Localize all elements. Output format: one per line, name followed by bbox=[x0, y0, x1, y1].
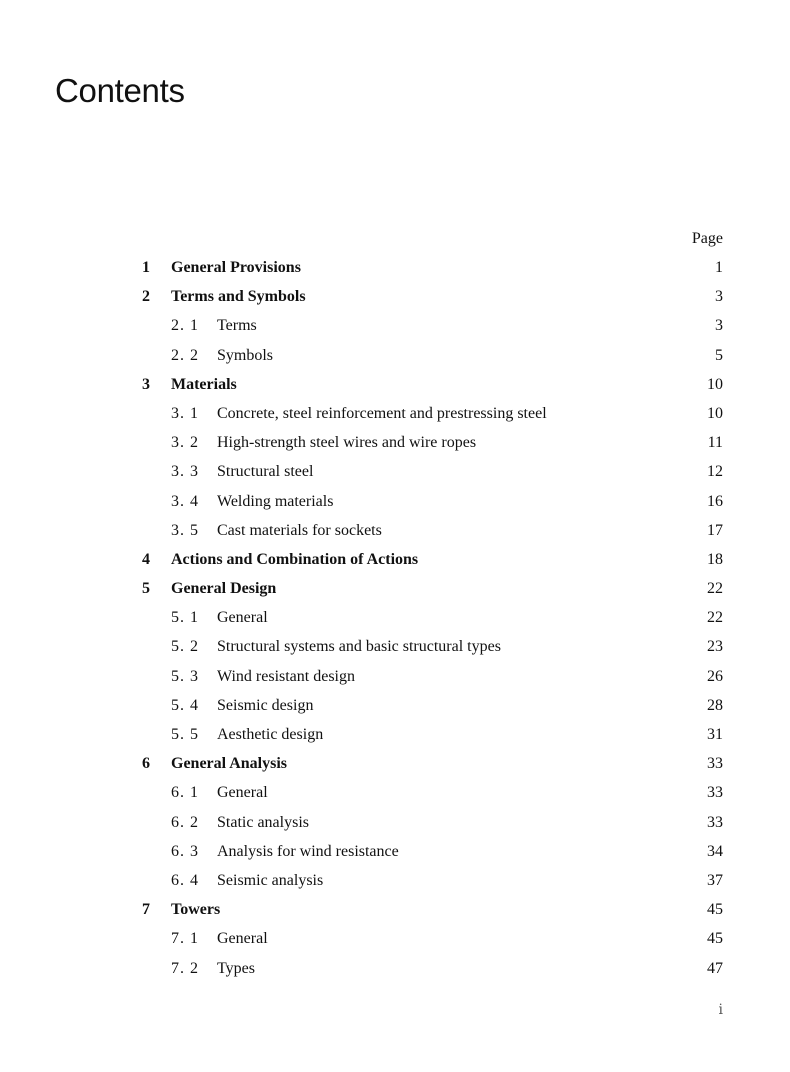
toc-entry-number: 3. 1 bbox=[171, 404, 199, 422]
toc-entry-page: 11 bbox=[707, 434, 723, 452]
toc-entry-number: 5. 4 bbox=[171, 696, 199, 714]
toc-entry-page: 47 bbox=[707, 959, 723, 977]
toc-entry-number: 6 bbox=[142, 755, 150, 773]
toc-entry-page: 33 bbox=[707, 755, 723, 773]
toc-section-row[interactable] bbox=[0, 399, 790, 428]
toc-section-row[interactable] bbox=[0, 341, 790, 370]
toc-entry-title: Terms bbox=[217, 317, 257, 335]
toc-entry-title: Welding materials bbox=[217, 492, 334, 510]
toc-entry-title: Structural systems and basic structural types bbox=[217, 638, 501, 656]
toc-entry-page: 5 bbox=[715, 346, 723, 364]
toc-chapter-row[interactable] bbox=[0, 545, 790, 574]
toc-entry-page: 16 bbox=[707, 492, 723, 510]
toc-entry-number: 2. 2 bbox=[171, 346, 199, 364]
toc-section-row[interactable] bbox=[0, 778, 790, 807]
toc-entry-number: 5 bbox=[142, 580, 150, 598]
toc-entry-number: 6. 4 bbox=[171, 871, 199, 889]
page-title: Contents bbox=[55, 72, 185, 109]
toc-entry-number: 3. 4 bbox=[171, 492, 199, 510]
toc-entry-number: 6. 3 bbox=[171, 842, 199, 860]
toc-entry-title: General bbox=[217, 784, 268, 802]
toc-entry-number: 5. 2 bbox=[171, 638, 199, 656]
toc-entry-number: 6. 1 bbox=[171, 784, 199, 802]
toc-entry-page: 37 bbox=[707, 871, 723, 889]
toc-entry-number: 4 bbox=[142, 550, 150, 568]
toc-chapter-row[interactable] bbox=[0, 749, 790, 778]
toc-chapter-row[interactable] bbox=[0, 253, 790, 282]
toc-entry-title: Terms and Symbols bbox=[171, 288, 306, 306]
toc-entry-title: Seismic design bbox=[217, 696, 314, 714]
toc-entry-page: 10 bbox=[707, 375, 723, 393]
toc-entry-number: 3. 5 bbox=[171, 521, 199, 539]
toc-entry-page: 10 bbox=[707, 404, 723, 422]
toc-entry-number: 7. 1 bbox=[171, 930, 199, 948]
toc-entry-number: 7 bbox=[142, 901, 150, 919]
toc-entry-page: 26 bbox=[707, 667, 723, 685]
toc-chapter-row[interactable] bbox=[0, 282, 790, 311]
corner-mark: ⅰ bbox=[718, 1003, 723, 1018]
toc-section-row[interactable] bbox=[0, 603, 790, 632]
toc-entry-page: 34 bbox=[707, 842, 723, 860]
toc-entry-page: 12 bbox=[707, 463, 723, 481]
toc-entry-number: 5. 3 bbox=[171, 667, 199, 685]
toc-entry-page: 22 bbox=[707, 609, 723, 627]
toc-entry-page: 17 bbox=[707, 521, 723, 539]
toc-entry-title: Materials bbox=[171, 375, 237, 393]
toc-section-row[interactable] bbox=[0, 808, 790, 837]
toc-entry-title: Wind resistant design bbox=[217, 667, 355, 685]
toc-entry-title: Seismic analysis bbox=[217, 871, 324, 889]
table-of-contents bbox=[0, 253, 790, 983]
toc-entry-number: 7. 2 bbox=[171, 959, 199, 977]
toc-section-row[interactable] bbox=[0, 866, 790, 895]
toc-entry-title: Concrete, steel reinforcement and prestressing steel bbox=[217, 404, 547, 422]
toc-entry-number: 3 bbox=[142, 375, 150, 393]
toc-entry-title: Types bbox=[217, 959, 255, 977]
toc-entry-page: 3 bbox=[715, 317, 723, 335]
toc-section-row[interactable] bbox=[0, 720, 790, 749]
toc-entry-page: 28 bbox=[707, 696, 723, 714]
toc-entry-title: Static analysis bbox=[217, 813, 309, 831]
toc-entry-title: Symbols bbox=[217, 346, 274, 364]
toc-chapter-row[interactable] bbox=[0, 895, 790, 924]
toc-entry-number: 3. 2 bbox=[171, 434, 199, 452]
toc-entry-number: 2 bbox=[142, 288, 150, 306]
toc-entry-number: 3. 3 bbox=[171, 463, 199, 481]
toc-chapter-row[interactable] bbox=[0, 370, 790, 399]
toc-entry-page: 18 bbox=[707, 550, 723, 568]
toc-entry-title: Towers bbox=[171, 901, 221, 919]
toc-entry-page: 45 bbox=[707, 901, 723, 919]
toc-section-row[interactable] bbox=[0, 487, 790, 516]
toc-entry-title: Analysis for wind resistance bbox=[217, 842, 399, 860]
toc-section-row[interactable] bbox=[0, 516, 790, 545]
toc-section-row[interactable] bbox=[0, 662, 790, 691]
toc-entry-title: High-strength steel wires and wire ropes bbox=[217, 434, 477, 452]
toc-entry-page: 31 bbox=[707, 726, 723, 743]
toc-entry-title: Structural steel bbox=[217, 463, 314, 481]
toc-entry-title: General bbox=[217, 930, 268, 948]
toc-entry-title: Actions and Combination of Actions bbox=[171, 550, 419, 568]
toc-section-row[interactable] bbox=[0, 311, 790, 340]
toc-section-row[interactable] bbox=[0, 837, 790, 866]
toc-entry-number: 5. 1 bbox=[171, 609, 199, 627]
toc-entry-title: General Provisions bbox=[171, 259, 301, 276]
toc-section-row[interactable] bbox=[0, 457, 790, 486]
toc-entry-title: General bbox=[217, 609, 268, 627]
toc-entry-number: 2. 1 bbox=[171, 317, 199, 335]
toc-entry-title: Cast materials for sockets bbox=[217, 521, 382, 539]
toc-entry-page: 45 bbox=[707, 930, 723, 948]
toc-entry-page: 3 bbox=[715, 288, 723, 306]
toc-entry-page: 33 bbox=[707, 784, 723, 802]
toc-section-row[interactable] bbox=[0, 428, 790, 457]
toc-entry-number: 5. 5 bbox=[171, 726, 199, 743]
toc-entry-title: General Design bbox=[171, 580, 277, 598]
toc-entry-page: 23 bbox=[707, 638, 723, 656]
toc-entry-number: 6. 2 bbox=[171, 813, 199, 831]
toc-entry-number: 1 bbox=[142, 259, 150, 276]
toc-chapter-row[interactable] bbox=[0, 574, 790, 603]
toc-entry-page: 22 bbox=[707, 580, 723, 598]
toc-section-row[interactable] bbox=[0, 954, 790, 983]
toc-entry-title: Aesthetic design bbox=[217, 726, 324, 743]
toc-entry-page: 1 bbox=[715, 259, 723, 276]
page-column-label: Page bbox=[691, 230, 723, 247]
toc-entry-title: General Analysis bbox=[171, 755, 288, 773]
toc-section-row[interactable] bbox=[0, 691, 790, 720]
toc-section-row[interactable] bbox=[0, 632, 790, 661]
toc-section-row[interactable] bbox=[0, 924, 790, 953]
toc-entry-page: 33 bbox=[707, 813, 723, 831]
